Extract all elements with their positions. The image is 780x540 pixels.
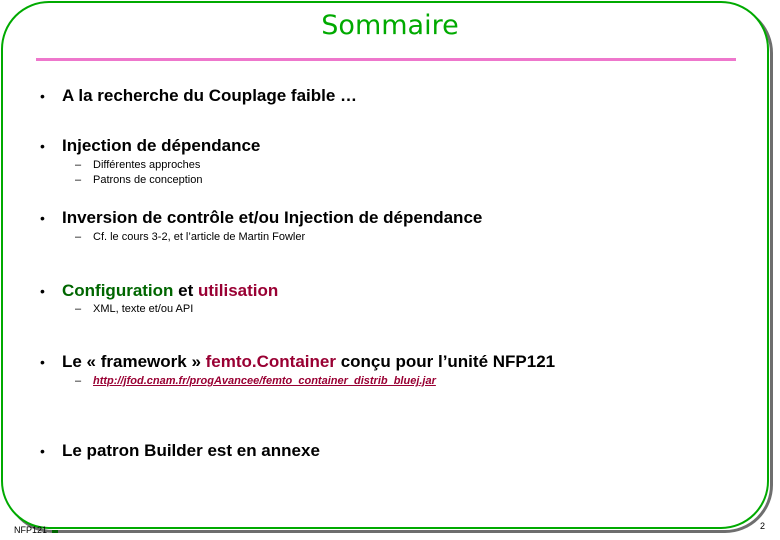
bullet-item [40, 136, 260, 156]
bullet-text-configuration: Configuration [62, 281, 174, 300]
sub-symbol: – [75, 375, 82, 387]
sub-symbol: – [75, 303, 82, 315]
sub-text: Différentes approches [93, 159, 201, 171]
download-link[interactable]: http://jfod.cnam.fr/progAvancee/femto_container_distrib_bluej.jar [93, 375, 436, 387]
sub-text: Cf. le cours 3-2, et l’article de Martin Fowler [93, 231, 306, 243]
sub-item [75, 375, 436, 387]
bullet-item [40, 281, 278, 301]
bullet-text-femto-container: femto.Container [205, 352, 336, 371]
bullet-symbol: • [40, 210, 45, 226]
bullet-text: Inversion de contrôle et/ou Injection de dépendance [62, 208, 483, 227]
bullet-text: Le « framework » [62, 352, 206, 371]
bullet-symbol: • [40, 354, 45, 370]
sub-symbol: – [75, 174, 82, 186]
sub-item [75, 159, 200, 171]
page-number: 2 [760, 521, 766, 531]
bullet-item [40, 208, 482, 228]
bullet-text: Injection de dépendance [62, 136, 261, 155]
footer-mark [52, 530, 58, 533]
bullet-item [40, 352, 555, 372]
sub-item [75, 231, 305, 243]
footer-course-label: NFP121 [14, 525, 48, 535]
bullet-symbol: • [40, 443, 45, 459]
bullet-text-utilisation: utilisation [197, 281, 279, 300]
sub-symbol: – [75, 159, 82, 171]
bullet-symbol: • [40, 283, 45, 299]
sub-text: XML, texte et/ou API [93, 303, 194, 315]
bullet-item [40, 86, 357, 106]
slide-title: Sommaire [321, 10, 459, 41]
sub-text: Patrons de conception [93, 174, 203, 186]
bullet-text-connector: et [173, 281, 198, 300]
bullet-symbol: • [40, 138, 45, 154]
bullet-text: Le patron Builder est en annexe [62, 441, 320, 460]
bullet-text: A la recherche du Couplage faible … [62, 86, 358, 105]
bullet-text: conçu pour l’unité NFP121 [335, 352, 556, 371]
bullet-item [40, 441, 320, 461]
sub-symbol: – [75, 231, 82, 243]
title-rule [36, 58, 736, 61]
bullet-symbol: • [40, 88, 45, 104]
sub-item [75, 174, 202, 186]
sub-item [75, 303, 193, 315]
